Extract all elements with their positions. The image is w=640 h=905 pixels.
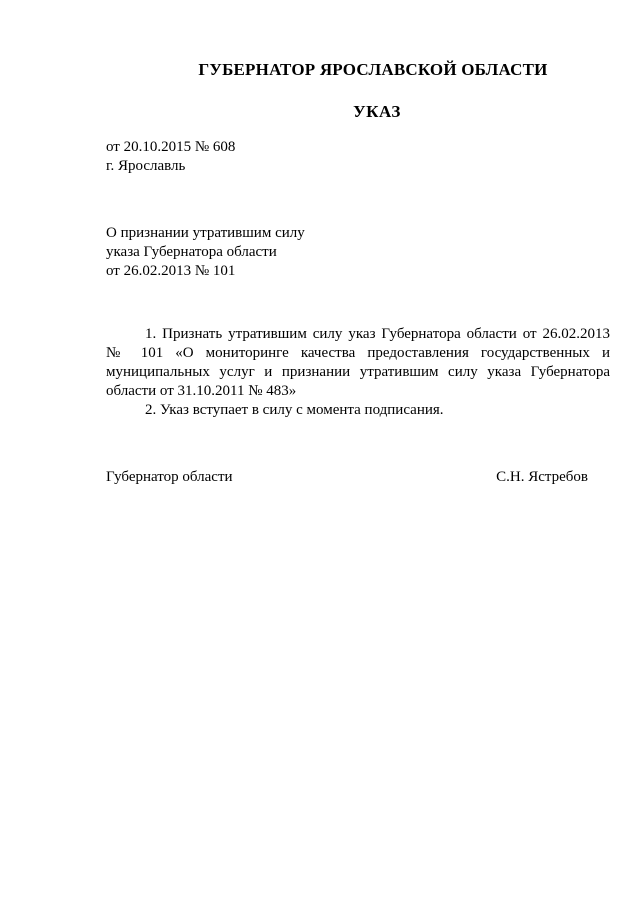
subject-line: от 26.02.2013 № 101 — [106, 263, 236, 279]
document-authority-title: ГУБЕРНАТОР ЯРОСЛАВСКОЙ ОБЛАСТИ — [198, 60, 548, 79]
document-type-title: УКАЗ — [353, 102, 401, 121]
document-date-number: от 20.10.2015 № 608 — [106, 139, 236, 155]
signature-name: С.Н. Ястребов — [496, 469, 588, 485]
subject-line: О признании утратившим силу — [106, 225, 305, 241]
document-subject — [106, 224, 305, 281]
signature-position: Губернатор области — [106, 469, 233, 485]
body-paragraph-1: 1. Признать утратившим силу указ Губернатора области от 26.02.2013 № 101 «О мониторинге качества предоставления государственных и муниципальных услуг и признании утратившим силу указа Губернатора области от 31.10.2011 № 483» — [106, 326, 610, 399]
document-meta — [106, 138, 235, 176]
body-paragraph-2: 2. Указ вступает в силу с момента подписания. — [145, 402, 444, 418]
subject-line: указа Губернатора области — [106, 244, 277, 260]
document-city: г. Ярославль — [106, 158, 186, 174]
document-body — [106, 325, 610, 420]
